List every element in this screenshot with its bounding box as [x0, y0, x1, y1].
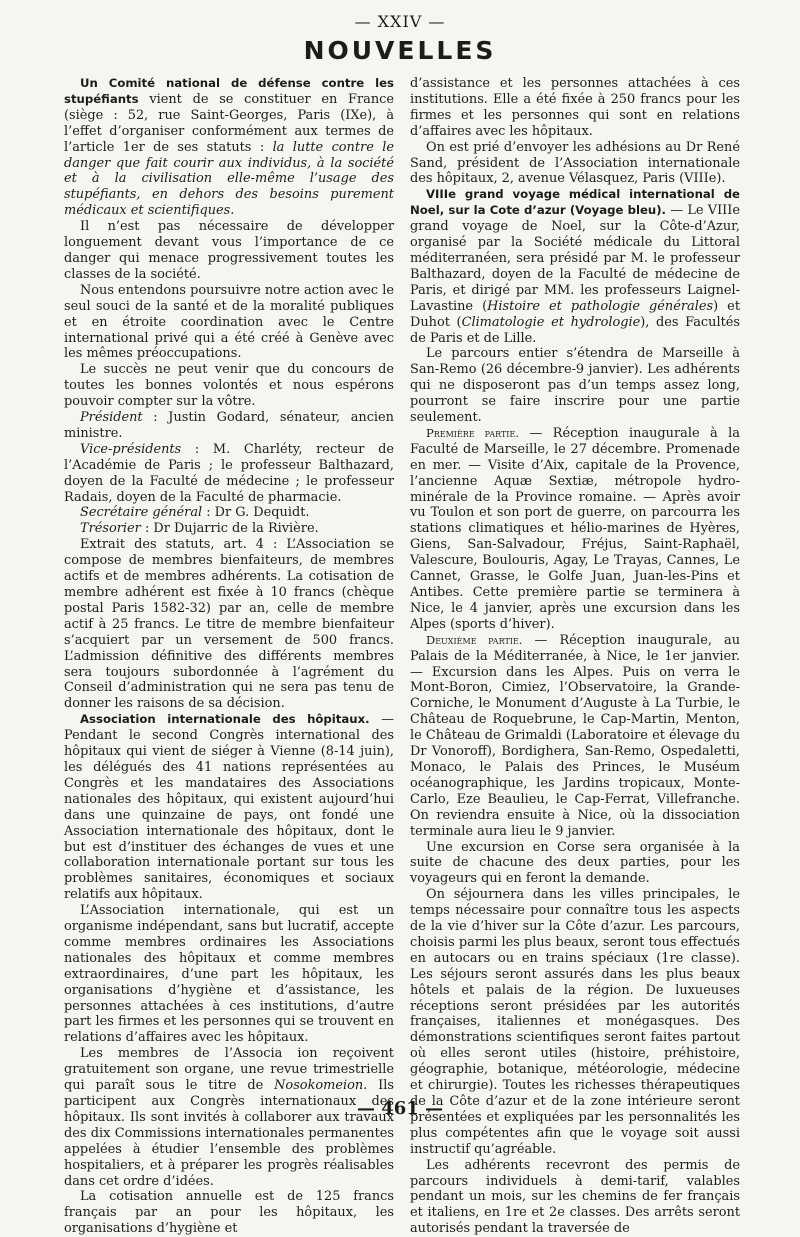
officer-line: Secrétaire général : Dr G. Dequidt.: [80, 505, 310, 521]
paragraph: La cotisation annuelle est de 125 francs français par an pour les hôpitaux, les organisations d’hygiène et: [64, 1189, 394, 1237]
paragraph: On séjournera dans les villes principales, le temps nécessaire pour connaître tous les aspects de la vie d’hiver sur la Côte d’azur. Les parcours, choisis parmi les plus beaux, seront tous effectués en autocars ou en trains spéciaux (1re classe). Les séjours seront assurés dans les plus beaux hôtels et palais de la région. De luxueuses réceptions seront présidées par les autorités françaises, italiennes et monégasques. Des démonstrations scientifiques seront faites partout où elles seront utiles (histoire, préhistoire, géographie, botanique, météorologie, médecine et chirurgie). Toutes les richesses thérapeutiques de la Côte d’azur et de la zone intérieure seront présentées et expliquées par les personnalités les plus compétentes afin que le voyage soit aussi instructif qu’agréable.: [410, 887, 740, 1157]
paragraph-voyage: VIIIe grand voyage médical international de Noel, sur la Cote d’azur (Voyage bleu). — Le VIIIe grand voyage de Noel, sur la Côte-d’Azur, organisé par la Société médicale du Littoral méditerranéen, sera présidé par M. le professeur Balthazard, doyen de la Faculté de médecine de Paris, et dirigé par MM. les professeurs Laignel-Lavastine (Histoire et pathologie générales) et Duhot (Climatologie et hydrologie), des Facultés de Paris et de Lille.: [410, 187, 740, 346]
section-heading: Association internationale des hôpitaux.: [80, 712, 370, 727]
paragraph: Les membres de l’Associa ion reçoivent gratuitement son organe, une revue trimestrielle qui paraît sous le titre de Nosokomeion. Ils participent aux Congrès internationaux des hôpitaux. Ils sont invités à collaborer aux travaux des dix Commissions internationales permanentes appelées à étudier l’ensemble des problèmes hospitaliers, et à préparer les progrès réalisables dans cet ordre d’idées.: [64, 1046, 394, 1189]
section-heading: VIIIe grand voyage médical international de Noel, sur la Cote d’azur (Voyage bleu).: [410, 187, 740, 218]
page-title: NOUVELLES: [303, 36, 497, 65]
paragraph: Une excursion en Corse sera organisée à la suite de chacune des deux parties, pour les voyageurs qui en feront la demande.: [410, 839, 740, 887]
officer-line: Vice-présidents : M. Charléty, recteur de l’Académie de Paris ; le professeur Balthazard, doyen de la Faculté de médecine ; le professeur Radais, doyen de la Faculté de pharmacie.: [64, 441, 394, 505]
paragraph: L’Association internationale, qui est un organisme indépendant, sans but lucratif, accepte comme membres ordinaires les Associations nationales des hôpitaux et comme membres extraordinaires, d’une part les hôpitaux, les organisations d’hygiène et d’assistance, les personnes attachées à ces institutions, d’autre part les firmes et les personnes qui se trouvent en relations d’affaires avec les hôpitaux.: [64, 903, 394, 1046]
officer-line: Président : Justin Godard, sénateur, ancien ministre.: [64, 410, 394, 441]
paragraph: Nous entendons poursuivre notre action avec le seul souci de la santé et de la moralité publiques et en étroite coordination avec le Centre international privé qui a été créé à Genève avec les mêmes préoccupations.: [64, 282, 394, 362]
paragraph-hopitaux: Association internationale des hôpitaux. — Pendant le second Congrès international des hôpitaux qui vient de siéger à Vienne (8-14 juin), les délégués des 41 nations représentées au Congrès et les mandataires des Associations nationales des hôpitaux, qui existent aujourd’hui dans une quinzaine de pays, ont fondé une Association internationale des hôpitaux, dont le but est d’instituer des échanges de vues et une collaboration internationale portant sur tous les problèmes sanitaires, économiques et sociaux relatifs aux hôpitaux.: [64, 712, 394, 903]
section-heading: Un Comité national de défense contre les stupéfiants: [64, 76, 394, 106]
paragraph: d’assistance et les personnes attachées à ces institutions. Elle a été fixée à 250 francs pour les firmes et les personnes qui sont en relations d’affaires avec les hôpitaux.: [410, 76, 740, 139]
paragraph: Deuxième partie. — Réception inaugurale, au Palais de la Méditerranée, à Nice, le 1er janvier. — Excursion dans les Alpes. Puis on verra le Mont-Boron, Cimiez, l’Observatoire, la Grande-Corniche, le Monument d’Auguste à La Turbie, le Château de Roquebrune, le Cap-Martin, Menton, le Château de Grimaldi (Laboratoire et élevage du Dr Vonoroff), Bordighera, San-Remo, Ospedaletti, Monaco, le Palais des Princes, le Muséum océanographique, les Jardins tropicaux, Monte-Carlo, Eze Beaulieu, le Cap-Ferrat, Villefranche. On reviendra ensuite à Nice, où la dissociation terminale aura lieu le 9 janvier.: [410, 632, 741, 839]
officer-line: Trésorier : Dr Dujarric de la Rivière.: [80, 521, 319, 537]
left-column: [64, 76, 394, 1237]
paragraph: Il n’est pas nécessaire de développer longuement devant vous l’importance de ce danger qui menace progressivement toutes les classes de la société.: [64, 219, 394, 282]
right-column: [410, 76, 740, 1237]
paragraph: On est prié d’envoyer les adhésions au Dr René Sand, président de l’Association internationale des hôpitaux, 2, avenue Vélasquez, Paris (VIIIe).: [410, 139, 740, 187]
paragraph: Le parcours entier s’étendra de Marseille à San-Remo (26 décembre-9 janvier). Les adhérents qui ne disposeront pas d’un temps assez long, pourront se faire inscrire pour une partie seulement.: [410, 346, 740, 426]
section-roman-number: — XXIV —: [354, 12, 446, 31]
paragraph: Les adhérents recevront des permis de parcours individuels à demi-tarif, valables pendant un mois, sur les chemins de fer français et italiens, en 1re et 2e classes. Des arrêts seront autorisés pendant la traversée de: [410, 1157, 740, 1237]
paragraph: Extrait des statuts, art. 4 : L’Association se compose de membres bienfaiteurs, de membres actifs et de membres adhérents. La cotisation de membre adhérent est fixée à 10 francs (chèque postal Paris 1582-32) par an, celle de membre actif à 25 francs. Le titre de membre bienfaiteur s’acquiert par un versement de 500 francs. L’admission définitive des différents membres sera toujours subordonnée à l’agrément du Conseil d’administration qui ne sera pas tenu de donner les raisons de sa décision.: [64, 537, 394, 712]
paragraph-stupefiants: Un Comité national de défense contre les stupéfiants vient de se constituer en France (siège : 52, rue Saint-Georges, Paris (IXe), à l’effet d’organiser conformément aux termes de l’article 1er de ses statuts : la lutte contre le danger que fait courir aux individus, à la société et à la civilisation elle-même l’usage des stupéfiants, en dehors des besoins purement médicaux et scientifiques.: [64, 76, 394, 219]
page-number: — 461 —: [356, 1098, 444, 1119]
paragraph: Le succès ne peut venir que du concours de toutes les bonnes volontés et nous espérons pouvoir compter sur la vôtre.: [64, 362, 394, 410]
paragraph: Première partie. — Réception inaugurale à la Faculté de Marseille, le 27 décembre. Promenade en mer. — Visite d’Aix, capitale de la Provence, l’ancienne Aquæ Sextiæ, métropole hydro-minérale de la Province romaine. — Après avoir vu Toulon et son port de guerre, on parcourra les stations climatiques et hélio-marines de Hyères, Giens, San-Salvadour, Fréjus, Saint-Raphaël, Valescure, Boulouris, Agay, Le Trayas, Cannes, Le Cannet, Grasse, le Golfe Juan, Juan-les-Pins et Antibes. Cette première partie se terminera à Nice, le 4 janvier, après une excursion dans les Alpes (sports d’hiver).: [410, 425, 740, 632]
